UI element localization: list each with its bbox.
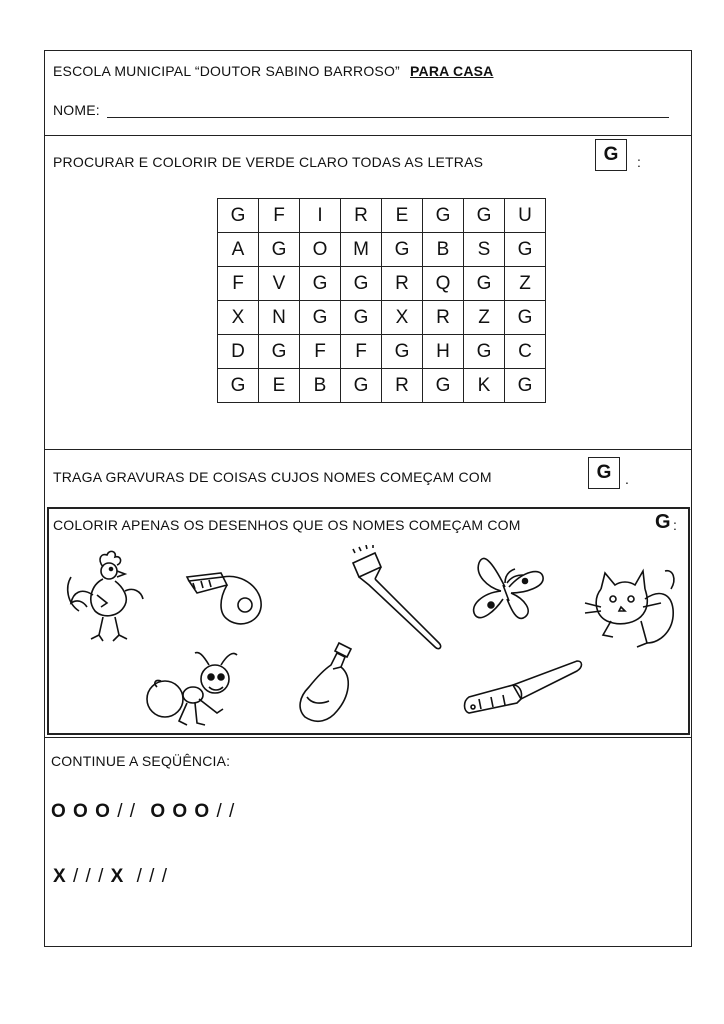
grid-cell[interactable]: X bbox=[218, 301, 259, 335]
grid-cell[interactable]: X bbox=[382, 301, 423, 335]
task2-instruction: TRAGA GRAVURAS DE COISAS CUJOS NOMES COMEÇAM COM bbox=[53, 469, 492, 485]
slash-group: / / bbox=[117, 801, 137, 822]
task1-letter-box: G bbox=[595, 139, 627, 171]
grid-cell[interactable]: Z bbox=[464, 301, 505, 335]
grid-cell[interactable]: N bbox=[259, 301, 300, 335]
grid-row bbox=[218, 199, 546, 233]
bottle-icon[interactable] bbox=[293, 639, 373, 731]
grid-cell[interactable]: V bbox=[259, 267, 300, 301]
grid-cell[interactable]: Z bbox=[505, 267, 546, 301]
knife-icon[interactable] bbox=[461, 655, 585, 721]
grid-cell[interactable]: G bbox=[341, 267, 382, 301]
grid-cell[interactable]: G bbox=[423, 199, 464, 233]
grid-cell[interactable]: G bbox=[218, 199, 259, 233]
grid-cell[interactable]: O bbox=[300, 233, 341, 267]
grid-cell[interactable]: F bbox=[341, 335, 382, 369]
grid-row bbox=[218, 233, 546, 267]
slash-group: / / bbox=[216, 801, 236, 822]
whistle-icon[interactable] bbox=[183, 563, 273, 633]
grid-cell[interactable]: G bbox=[423, 369, 464, 403]
grid-cell[interactable]: U bbox=[505, 199, 546, 233]
grid-cell[interactable]: G bbox=[382, 233, 423, 267]
slash-group: / / / bbox=[72, 866, 105, 887]
task3-instruction: COLORIR APENAS OS DESENHOS QUE OS NOMES COMEÇAM COM bbox=[53, 517, 521, 533]
cross-mark: X bbox=[110, 866, 125, 887]
butterfly-icon[interactable] bbox=[461, 549, 551, 629]
circle-group: O O O bbox=[150, 801, 211, 822]
grid-cell[interactable]: G bbox=[464, 267, 505, 301]
grid-cell[interactable]: R bbox=[382, 369, 423, 403]
grid-cell[interactable]: G bbox=[505, 369, 546, 403]
sequence-circles[interactable] bbox=[51, 801, 235, 823]
grid-cell[interactable]: A bbox=[218, 233, 259, 267]
grid-row bbox=[218, 335, 546, 369]
task3-letter: G bbox=[655, 511, 671, 533]
grid-row bbox=[218, 369, 546, 403]
task2-period: . bbox=[625, 471, 630, 487]
worksheet bbox=[44, 50, 692, 947]
grid-cell[interactable]: E bbox=[382, 199, 423, 233]
grid-cell[interactable]: G bbox=[341, 369, 382, 403]
sequence-crosses[interactable] bbox=[53, 866, 168, 888]
circle-group: O O O bbox=[51, 801, 111, 822]
grid-cell[interactable]: G bbox=[218, 369, 259, 403]
grid-row bbox=[218, 267, 546, 301]
grid-cell[interactable]: R bbox=[341, 199, 382, 233]
cross-mark: X bbox=[53, 866, 67, 887]
grid-cell[interactable]: F bbox=[259, 199, 300, 233]
grid-cell[interactable]: G bbox=[300, 267, 341, 301]
grid-cell[interactable]: C bbox=[505, 335, 546, 369]
grid-cell[interactable]: D bbox=[218, 335, 259, 369]
task2-letter-box: G bbox=[588, 457, 620, 489]
grid-cell[interactable]: B bbox=[423, 233, 464, 267]
grid-cell[interactable]: I bbox=[300, 199, 341, 233]
letter-grid bbox=[217, 198, 546, 403]
grid-cell[interactable]: M bbox=[341, 233, 382, 267]
name-label: NOME: bbox=[53, 102, 100, 118]
task3-colon: : bbox=[673, 517, 678, 533]
homework-tag: PARA CASA bbox=[410, 63, 494, 79]
school-name-text: ESCOLA MUNICIPAL “DOUTOR SABINO BARROSO” bbox=[53, 63, 400, 79]
divider bbox=[45, 135, 691, 136]
grid-cell[interactable]: G bbox=[505, 301, 546, 335]
grid-cell[interactable]: G bbox=[300, 301, 341, 335]
grid-cell[interactable]: G bbox=[464, 335, 505, 369]
cat-icon[interactable] bbox=[581, 559, 681, 659]
name-input-line[interactable] bbox=[107, 117, 669, 118]
grid-cell[interactable]: G bbox=[259, 233, 300, 267]
grid-cell[interactable]: G bbox=[259, 335, 300, 369]
grid-cell[interactable]: G bbox=[382, 335, 423, 369]
divider bbox=[45, 449, 691, 450]
grid-cell[interactable]: R bbox=[382, 267, 423, 301]
grid-cell[interactable]: F bbox=[218, 267, 259, 301]
grid-cell[interactable]: G bbox=[464, 199, 505, 233]
grid-cell[interactable]: E bbox=[259, 369, 300, 403]
pictures-box bbox=[47, 507, 690, 735]
divider bbox=[45, 737, 691, 738]
grid-cell[interactable]: R bbox=[423, 301, 464, 335]
grid-cell[interactable]: G bbox=[341, 301, 382, 335]
ant-icon[interactable] bbox=[137, 647, 247, 733]
task4-instruction: CONTINUE A SEQÜÊNCIA: bbox=[51, 753, 231, 769]
grid-cell[interactable]: F bbox=[300, 335, 341, 369]
grid-cell[interactable]: Q bbox=[423, 267, 464, 301]
grid-cell[interactable]: G bbox=[505, 233, 546, 267]
task1-colon: : bbox=[637, 154, 642, 170]
grid-cell[interactable]: B bbox=[300, 369, 341, 403]
school-name bbox=[53, 63, 494, 79]
grid-cell[interactable]: H bbox=[423, 335, 464, 369]
grid-row bbox=[218, 301, 546, 335]
grid-cell[interactable]: S bbox=[464, 233, 505, 267]
rooster-icon[interactable] bbox=[63, 547, 153, 647]
grid-cell[interactable]: K bbox=[464, 369, 505, 403]
task1-instruction: PROCURAR E COLORIR DE VERDE CLARO TODAS AS LETRAS bbox=[53, 154, 484, 170]
slash-group: / / / bbox=[136, 866, 169, 887]
